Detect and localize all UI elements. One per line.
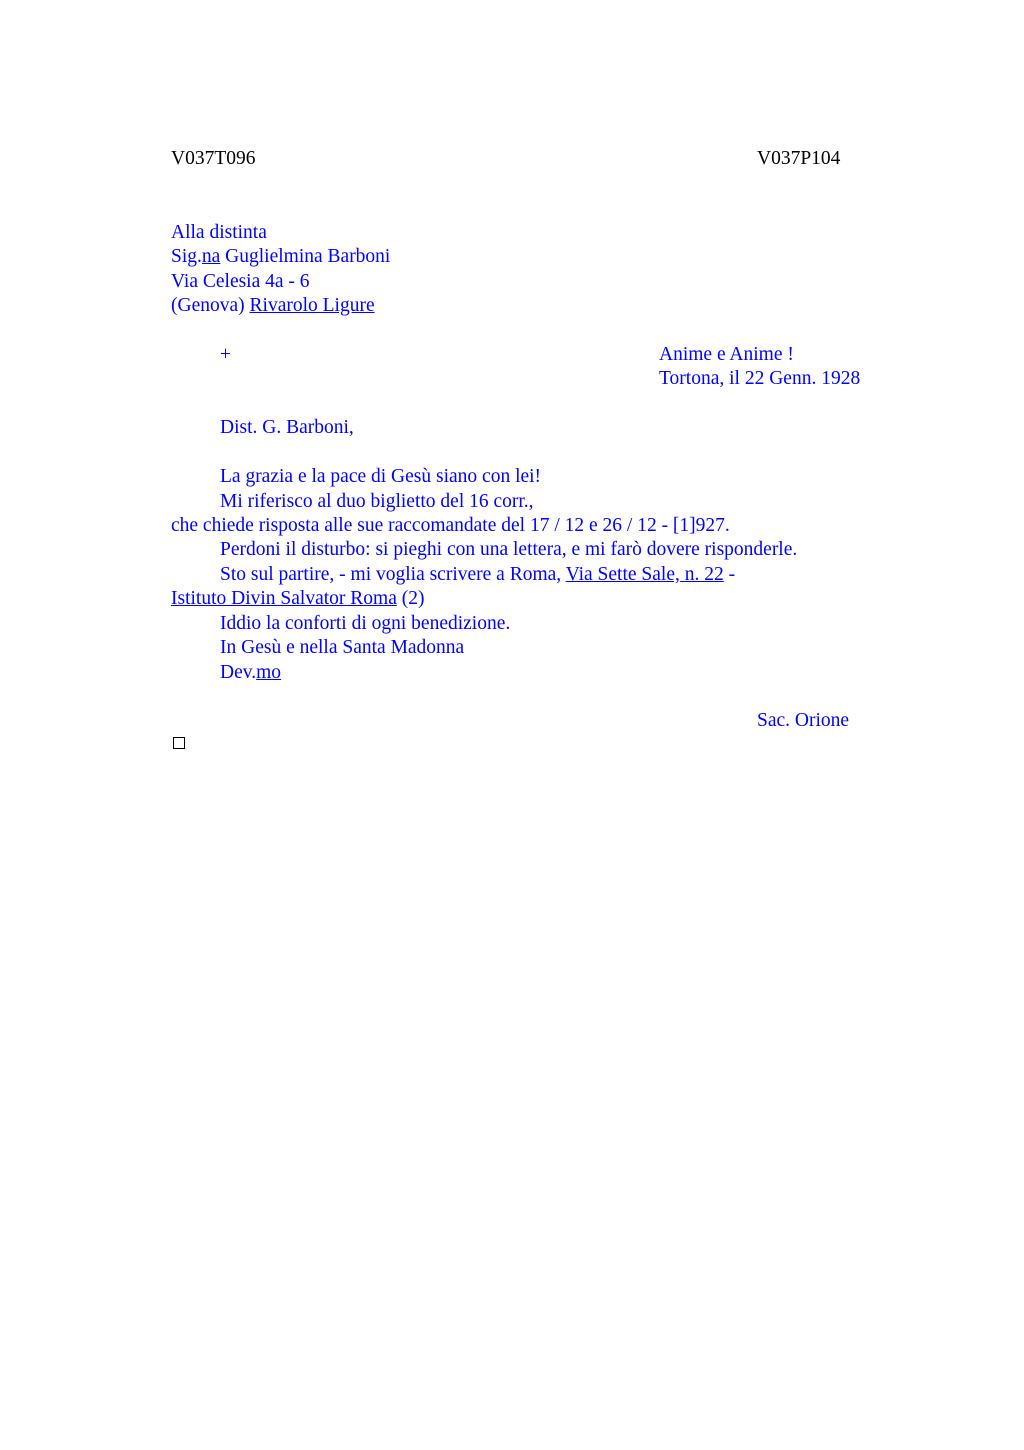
address-city: (Genova): [171, 295, 250, 316]
closing-text: Dev.: [220, 662, 257, 683]
closing: [220, 661, 281, 686]
salutation: Dist. G. Barboni,: [220, 417, 354, 438]
address-title-abbrev: na: [201, 246, 221, 267]
letter-paragraph-5: [220, 563, 735, 588]
place-date: Tortona, il 22 Genn. 1928: [659, 368, 861, 389]
address-line-1: Alla distinta: [171, 222, 267, 243]
address-title: Sig.: [171, 246, 202, 267]
document-code-right: V037P104: [757, 148, 841, 169]
letter-paragraph-5-suffix: -: [723, 564, 736, 585]
letter-paragraph-5-text: Sto sul partire, - mi voglia scrivere a Roma,: [220, 564, 566, 585]
letter-paragraph-6: [171, 587, 424, 612]
address-locality: Rivarolo Ligure: [249, 295, 375, 316]
letter-paragraph-1: La grazia e la pace di Gesù siano con lei!: [220, 466, 542, 487]
letter-paragraph-8: In Gesù e nella Santa Madonna: [220, 637, 465, 658]
rome-address: Via Sette Sale, n. 22: [565, 564, 724, 585]
motto: Anime e Anime !: [659, 344, 794, 365]
end-of-document-box: [173, 737, 185, 749]
address-line-3: Via Celesia 4a - 6: [171, 271, 310, 292]
signature: Sac. Orione: [757, 710, 850, 731]
address-line-2: [171, 245, 390, 270]
address-line-4: [171, 294, 375, 319]
letter-paragraph-2: Mi riferisco al duo biglietto del 16 corr.,: [220, 491, 534, 512]
closing-abbrev: mo: [256, 662, 282, 683]
letter-paragraph-7: Iddio la conforti di ogni benedizione.: [220, 613, 511, 634]
footnote-ref: (2): [396, 588, 425, 609]
cross-symbol: +: [220, 344, 231, 365]
letter-paragraph-3: che chiede risposta alle sue raccomandate del 17 / 12 e 26 / 12 - [1]927.: [171, 515, 730, 536]
document-code-left: V037T096: [171, 148, 256, 169]
letter-paragraph-4: Perdoni il disturbo: si pieghi con una lettera, e mi farò dovere risponderle.: [220, 539, 798, 560]
institute-name: Istituto Divin Salvator Roma: [171, 588, 397, 609]
address-recipient-name: Guglielmina Barboni: [220, 246, 391, 267]
